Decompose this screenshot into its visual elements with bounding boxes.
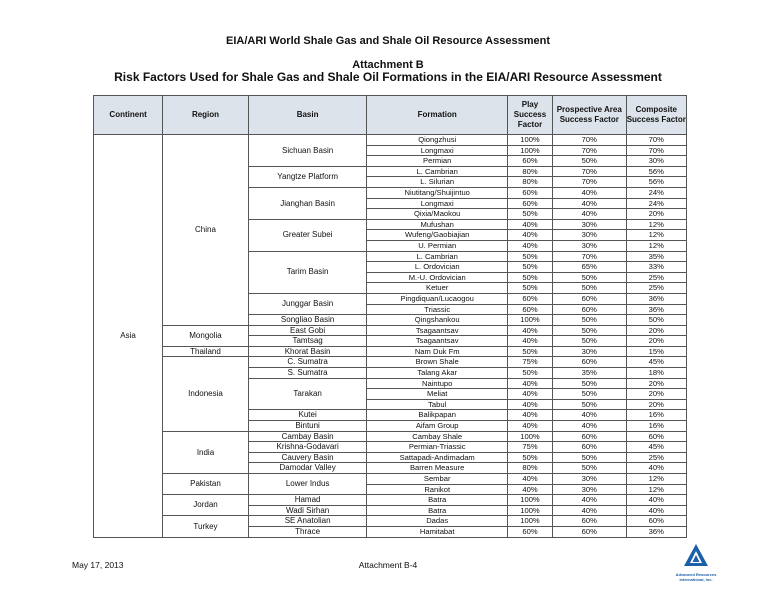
basin-cell: Khorat Basin [248,346,367,357]
column-header-region: Region [163,96,249,135]
composite-success-cell: 18% [626,368,686,379]
composite-success-cell: 12% [626,484,686,495]
formation-cell: Naintupo [367,378,508,389]
basin-cell: Lower Indus [248,474,367,495]
formation-cell: Talang Akar [367,368,508,379]
formation-cell: Barren Measure [367,463,508,474]
play-success-cell: 100% [507,431,552,442]
play-success-cell: 40% [507,421,552,432]
composite-success-cell: 12% [626,230,686,241]
formation-cell: Mufushan [367,219,508,230]
basin-cell: Junggar Basin [248,293,367,314]
region-cell: Thailand [163,346,249,357]
column-header-composite-success-factor: Composite Success Factor [626,96,686,135]
basin-cell: Bintuni [248,421,367,432]
basin-cell: Thrace [248,526,367,537]
composite-success-cell: 33% [626,262,686,273]
composite-success-cell: 60% [626,431,686,442]
composite-success-cell: 15% [626,346,686,357]
document-title: EIA/ARI World Shale Gas and Shale Oil Resource Assessment [226,35,550,47]
formation-cell: Tsagaantsav [367,336,508,347]
region-cell: Jordan [163,495,249,516]
composite-success-cell: 24% [626,198,686,209]
composite-success-cell: 25% [626,452,686,463]
play-success-cell: 40% [507,219,552,230]
basin-cell: Krishna-Godavari [248,442,367,453]
formation-cell: Batra [367,495,508,506]
area-success-cell: 50% [552,272,626,283]
composite-success-cell: 36% [626,304,686,315]
area-success-cell: 50% [552,325,626,336]
formation-cell: Ketuer [367,283,508,294]
composite-success-cell: 45% [626,442,686,453]
area-success-cell: 30% [552,484,626,495]
play-success-cell: 100% [507,315,552,326]
region-cell: India [163,431,249,473]
area-success-cell: 50% [552,463,626,474]
area-success-cell: 60% [552,357,626,368]
basin-cell: Tarakan [248,378,367,410]
play-success-cell: 100% [507,495,552,506]
composite-success-cell: 20% [626,389,686,400]
play-success-cell: 75% [507,357,552,368]
area-success-cell: 50% [552,336,626,347]
area-success-cell: 60% [552,526,626,537]
basin-cell: S. Sumatra [248,368,367,379]
play-success-cell: 80% [507,166,552,177]
formation-cell: Pingdiquan/Lucaogou [367,293,508,304]
play-success-cell: 80% [507,463,552,474]
play-success-cell: 50% [507,452,552,463]
area-success-cell: 70% [552,166,626,177]
composite-success-cell: 25% [626,283,686,294]
play-success-cell: 100% [507,505,552,516]
play-success-cell: 50% [507,272,552,283]
region-cell: Indonesia [163,357,249,431]
formation-cell: Aifam Group [367,421,508,432]
continent-cell: Asia [94,135,163,538]
area-success-cell: 40% [552,421,626,432]
formation-cell: Cambay Shale [367,431,508,442]
play-success-cell: 50% [507,209,552,220]
table-header-row [94,96,687,135]
formation-cell: Niutitang/Shuijintuo [367,187,508,198]
play-success-cell: 40% [507,484,552,495]
formation-cell: Qiongzhusi [367,135,508,146]
basin-cell: Tarim Basin [248,251,367,293]
basin-cell: Yangtze Platform [248,166,367,187]
table-row [94,346,687,357]
basin-cell: Cauvery Basin [248,452,367,463]
basin-cell: Damodar Valley [248,463,367,474]
formation-cell: Ranikot [367,484,508,495]
area-success-cell: 30% [552,219,626,230]
table-row [94,495,687,506]
formation-cell: L. Cambrian [367,166,508,177]
area-success-cell: 70% [552,135,626,146]
table-body [94,135,687,538]
formation-cell: Meliat [367,389,508,400]
composite-success-cell: 70% [626,135,686,146]
area-success-cell: 30% [552,474,626,485]
play-success-cell: 50% [507,251,552,262]
formation-cell: Permian-Triassic [367,442,508,453]
formation-cell: Longmaxi [367,198,508,209]
basin-cell: Hamad [248,495,367,506]
region-cell: Mongolia [163,325,249,346]
basin-cell: Tamtsag [248,336,367,347]
formation-cell: Batra [367,505,508,516]
area-success-cell: 40% [552,187,626,198]
footer-page-label: Attachment B-4 [358,560,418,570]
formation-cell: Tabul [367,399,508,410]
play-success-cell: 60% [507,304,552,315]
basin-cell: Kutei [248,410,367,421]
composite-success-cell: 16% [626,421,686,432]
formation-cell: Triassic [367,304,508,315]
play-success-cell: 40% [507,410,552,421]
formation-cell: L. Cambrian [367,251,508,262]
table-row [94,325,687,336]
play-success-cell: 50% [507,262,552,273]
region-cell: Turkey [163,516,249,537]
composite-success-cell: 20% [626,399,686,410]
composite-success-cell: 56% [626,177,686,188]
composite-success-cell: 36% [626,293,686,304]
play-success-cell: 60% [507,526,552,537]
area-success-cell: 60% [552,442,626,453]
area-success-cell: 40% [552,505,626,516]
area-success-cell: 70% [552,251,626,262]
area-success-cell: 50% [552,283,626,294]
region-cell: China [163,135,249,326]
formation-cell: Qingshankou [367,315,508,326]
composite-success-cell: 20% [626,325,686,336]
formation-cell: Permian [367,156,508,167]
area-success-cell: 50% [552,399,626,410]
play-success-cell: 40% [507,399,552,410]
area-success-cell: 50% [552,315,626,326]
column-header-play-success-factor: Play Success Factor [507,96,552,135]
area-success-cell: 30% [552,346,626,357]
area-success-cell: 40% [552,495,626,506]
composite-success-cell: 60% [626,516,686,527]
composite-success-cell: 40% [626,505,686,516]
footer-date: May 17, 2013 [72,560,124,570]
play-success-cell: 60% [507,156,552,167]
formation-cell: L. Ordovician [367,262,508,273]
area-success-cell: 30% [552,230,626,241]
area-success-cell: 50% [552,389,626,400]
composite-success-cell: 30% [626,156,686,167]
formation-cell: U. Permian [367,240,508,251]
formation-cell: Qixia/Maokou [367,209,508,220]
area-success-cell: 60% [552,431,626,442]
risk-factors-table [93,95,687,538]
formation-cell: M.-U. Ordovician [367,272,508,283]
formation-cell: Dadas [367,516,508,527]
play-success-cell: 50% [507,346,552,357]
basin-cell: C. Sumatra [248,357,367,368]
area-success-cell: 60% [552,293,626,304]
column-header-prospective-area-success-factor: Prospective Area Success Factor [552,96,626,135]
composite-success-cell: 40% [626,495,686,506]
formation-cell: Hamitabat [367,526,508,537]
composite-success-cell: 35% [626,251,686,262]
composite-success-cell: 45% [626,357,686,368]
basin-cell: Wadi Sirhan [248,505,367,516]
area-success-cell: 35% [552,368,626,379]
composite-success-cell: 40% [626,463,686,474]
play-success-cell: 75% [507,442,552,453]
area-success-cell: 40% [552,209,626,220]
composite-success-cell: 50% [626,315,686,326]
column-header-formation: Formation [367,96,508,135]
table-title: Risk Factors Used for Shale Gas and Shale Oil Formations in the EIA/ARI Resource Assessment [114,70,662,84]
basin-cell: Jianghan Basin [248,187,367,219]
table-row [94,516,687,527]
formation-cell: L. Silurian [367,177,508,188]
area-success-cell: 50% [552,156,626,167]
play-success-cell: 40% [507,325,552,336]
play-success-cell: 60% [507,198,552,209]
formation-cell: Longmaxi [367,145,508,156]
table-row [94,474,687,485]
area-success-cell: 70% [552,177,626,188]
area-success-cell: 40% [552,410,626,421]
basin-cell: SE Anatolian [248,516,367,527]
composite-success-cell: 12% [626,240,686,251]
formation-cell: Sembar [367,474,508,485]
formation-cell: Nam Duk Fm [367,346,508,357]
column-header-continent: Continent [94,96,163,135]
composite-success-cell: 56% [626,166,686,177]
play-success-cell: 100% [507,135,552,146]
formation-cell: Balikpapan [367,410,508,421]
area-success-cell: 50% [552,378,626,389]
area-success-cell: 65% [552,262,626,273]
composite-success-cell: 36% [626,526,686,537]
basin-cell: Greater Subei [248,219,367,251]
area-success-cell: 60% [552,304,626,315]
play-success-cell: 40% [507,389,552,400]
play-success-cell: 40% [507,474,552,485]
table-row [94,135,687,146]
area-success-cell: 30% [552,240,626,251]
play-success-cell: 100% [507,516,552,527]
play-success-cell: 40% [507,240,552,251]
company-logo [672,543,720,582]
area-success-cell: 50% [552,452,626,463]
composite-success-cell: 12% [626,474,686,485]
formation-cell: Brown Shale [367,357,508,368]
play-success-cell: 40% [507,336,552,347]
play-success-cell: 100% [507,145,552,156]
area-success-cell: 70% [552,145,626,156]
composite-success-cell: 20% [626,378,686,389]
logo-company-name: Advanced Resources International, Inc. [675,572,717,582]
play-success-cell: 50% [507,368,552,379]
play-success-cell: 80% [507,177,552,188]
table-row [94,431,687,442]
table-row [94,357,687,368]
basin-cell: Songliao Basin [248,315,367,326]
region-cell: Pakistan [163,474,249,495]
play-success-cell: 60% [507,187,552,198]
logo-triangle-icon [683,543,709,567]
attachment-title: Attachment B [352,59,424,71]
composite-success-cell: 20% [626,209,686,220]
formation-cell: Tsagaantsav [367,325,508,336]
play-success-cell: 60% [507,293,552,304]
composite-success-cell: 24% [626,187,686,198]
area-success-cell: 40% [552,198,626,209]
composite-success-cell: 25% [626,272,686,283]
play-success-cell: 40% [507,230,552,241]
basin-cell: Sichuan Basin [248,135,367,167]
column-header-basin: Basin [248,96,367,135]
composite-success-cell: 70% [626,145,686,156]
play-success-cell: 50% [507,283,552,294]
basin-cell: Cambay Basin [248,431,367,442]
play-success-cell: 40% [507,378,552,389]
composite-success-cell: 20% [626,336,686,347]
area-success-cell: 60% [552,516,626,527]
formation-cell: Wufeng/Gaobiajian [367,230,508,241]
basin-cell: East Gobi [248,325,367,336]
formation-cell: Sattapadi-Andimadam [367,452,508,463]
composite-success-cell: 12% [626,219,686,230]
composite-success-cell: 16% [626,410,686,421]
